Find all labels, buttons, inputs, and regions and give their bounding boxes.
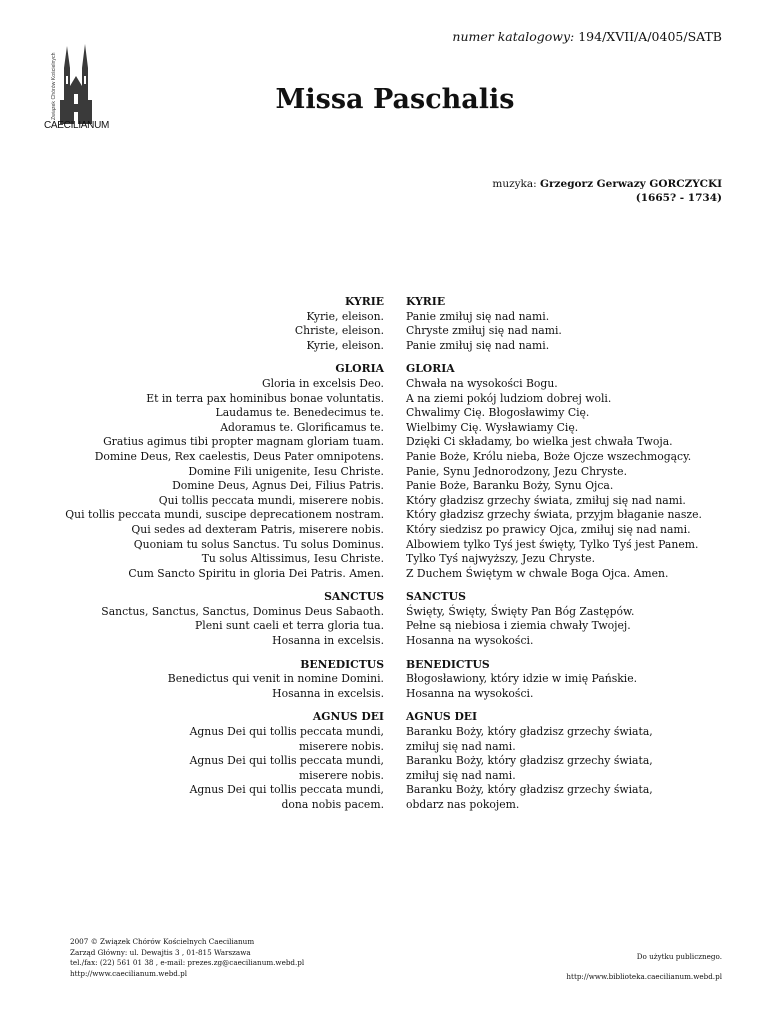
text-line: Baranku Boży, który gładzisz grzechy świata, [406, 783, 653, 797]
text-line: Qui sedes ad dexteram Patris, miserere nobis. [131, 522, 384, 536]
polish-section [406, 658, 746, 702]
latin-section [44, 658, 384, 702]
section-title: SANCTUS [406, 590, 466, 604]
text-line: miserere nobis. [299, 768, 384, 782]
section-title: KYRIE [344, 295, 384, 308]
section-title: GLORIA [335, 362, 384, 376]
text-line: Baranku Boży, który gładzisz grzechy świata, [406, 725, 653, 739]
text-line: Cum Sancto Spiritu in gloria Dei Patris. Amen. [128, 566, 384, 580]
text-line: Agnus Dei qui tollis peccata mundi, [189, 754, 384, 768]
text-line: Panie zmiłuj się nad nami. [406, 338, 550, 352]
text-line: Qui tollis peccata mundi, suscipe deprecationem nostram. [65, 508, 384, 522]
polish-text-column [406, 295, 746, 822]
text-line: Panie, Synu Jednorodzony, Jezu Chryste. [406, 464, 628, 478]
text-line: Et in terra pax hominibus bonae voluntatis. [146, 391, 384, 405]
text-line: Baranku Boży, który gładzisz grzechy świata, [406, 754, 653, 768]
text-line: Quoniam tu solus Sanctus. Tu solus Dominus. [133, 537, 384, 551]
latin-section [44, 295, 384, 353]
section-title: KYRIE [406, 295, 446, 308]
section-title: SANCTUS [324, 590, 384, 604]
section-title: BENEDICTUS [300, 657, 384, 671]
text-line: Gloria in excelsis Deo. [261, 376, 384, 390]
latin-section [44, 362, 384, 581]
text-line: Który gładzisz grzechy świata, zmiłuj się nad nami. [406, 493, 686, 507]
text-line: Chryste zmiłuj się nad nami. [406, 324, 562, 338]
text-line: miserere nobis. [299, 739, 384, 753]
text-line: Tu solus Altissimus, Iesu Christe. [201, 552, 384, 566]
text-line: Laudamus te. Benedecimus te. [215, 406, 384, 420]
text-line: Z Duchem Świętym w chwale Boga Ojca. Amen. [406, 566, 669, 580]
polish-section [406, 710, 746, 812]
section-title: AGNUS DEI [406, 710, 478, 724]
text-line: Qui tollis peccata mundi, miserere nobis. [158, 493, 384, 507]
text-line: Kyrie, eleison. [306, 338, 384, 352]
section-title: BENEDICTUS [406, 657, 490, 671]
text-line: Panie Boże, Baranku Boży, Synu Ojca. [406, 479, 614, 493]
text-line: Wielbimy Cię. Wysławiamy Cię. [406, 420, 579, 434]
text-line: Hosanna in excelsis. [272, 634, 384, 648]
composer-label: muzyka: [492, 178, 537, 190]
page-title: Missa Paschalis [275, 84, 515, 115]
footer-library [566, 947, 722, 987]
text-line: Benedictus qui venit in nomine Domini. [167, 672, 384, 686]
polish-section [406, 295, 746, 353]
text-line: Który gładzisz grzechy świata, przyjm błaganie nasze. [406, 508, 702, 522]
polish-section [406, 362, 746, 581]
footer-website-link[interactable]: http://www.caecilianum.webd.pl [70, 968, 188, 978]
latin-section [44, 710, 384, 812]
logo-vertical-text: Związek Chórów Kościelnych [51, 52, 57, 120]
text-line: Pleni sunt caeli et terra gloria tua. [195, 619, 384, 633]
text-line: Gratius agimus tibi propter magnam gloriam tuam. [103, 435, 384, 449]
text-line: Domine Deus, Agnus Dei, Filius Patris. [172, 479, 384, 493]
text-line: obdarz nas pokojem. [406, 798, 520, 811]
latin-text-column [44, 295, 384, 822]
text-line: Panie zmiłuj się nad nami. [406, 309, 550, 323]
text-line: Dzięki Ci składamy, bo wielka jest chwała Twoja. [406, 435, 673, 449]
footer-library-link[interactable]: http://www.biblioteka.caecilianum.webd.pl [566, 972, 722, 981]
text-line: Kyrie, eleison. [306, 309, 384, 323]
text-line: Agnus Dei qui tollis peccata mundi, [189, 783, 384, 797]
footer-address: Zarząd Główny: ul. Dewajtis 3 , 01-815 Warszawa [70, 947, 251, 957]
text-line: Agnus Dei qui tollis peccata mundi, [189, 725, 384, 739]
text-line: Adoramus te. Glorificamus te. [220, 420, 384, 434]
text-line: Pełne są niebiosa i ziemia chwały Twojej. [406, 619, 631, 633]
latin-section [44, 590, 384, 648]
composer-dates: (1665? - 1734) [635, 192, 722, 204]
text-line: Christe, eleison. [294, 324, 384, 338]
composer-name: Grzegorz Gerwazy GORCZYCKI [540, 178, 722, 190]
footer-contact: tel./fax: (22) 561 01 38 , e-mail: prezes.zg@caecilianum.webd.pl [70, 958, 305, 967]
text-line: Chwalimy Cię. Błogosławimy Cię. [406, 406, 590, 420]
text-line: zmiłuj się nad nami. [406, 739, 516, 753]
section-title: GLORIA [406, 362, 455, 376]
text-line: Chwała na wysokości Bogu. [406, 376, 558, 390]
section-title: AGNUS DEI [312, 710, 384, 724]
text-line: Hosanna in excelsis. [272, 686, 384, 700]
text-line: Sanctus, Sanctus, Sanctus, Dominus Deus Sabaoth. [101, 604, 384, 618]
text-line: Tylko Tyś najwyższy, Jezu Chryste. [406, 552, 595, 566]
text-line: Panie Boże, Królu nieba, Boże Ojcze wszechmogący. [406, 449, 692, 463]
polish-section [406, 590, 746, 648]
composer-credit [492, 177, 722, 205]
footer-copyright: 2007 © Związek Chórów Kościelnych Caecilianum [70, 937, 255, 946]
text-line: zmiłuj się nad nami. [406, 768, 516, 782]
text-line: Hosanna na wysokości. [406, 634, 534, 648]
text-line: Domine Deus, Rex caelestis, Deus Pater omnipotens. [94, 449, 384, 463]
footer-public-use: Do użytku publicznego. [636, 952, 722, 961]
text-line: Domine Fili unigenite, Iesu Christe. [188, 464, 384, 478]
text-line: Hosanna na wysokości. [406, 686, 534, 700]
text-line: dona nobis pacem. [281, 798, 384, 811]
text-line: A na ziemi pokój ludziom dobrej woli. [406, 391, 612, 405]
logo-name: CAECILIANUM [44, 120, 110, 131]
text-line: Albowiem tylko Tyś jest święty, Tylko Tyś jest Panem. [406, 537, 699, 551]
text-line: Święty, Święty, Święty Pan Bóg Zastępów. [406, 604, 635, 618]
text-line: Który siedzisz po prawicy Ojca, zmiłuj się nad nami. [406, 522, 691, 536]
text-line: Błogosławiony, który idzie w imię Pańskie. [406, 672, 638, 686]
catalog-label: numer katalogowy: [452, 29, 575, 44]
footer-publisher [70, 937, 304, 979]
catalog-value: 194/XVII/A/0405/SATB [578, 29, 722, 44]
catalog-number [452, 29, 722, 44]
